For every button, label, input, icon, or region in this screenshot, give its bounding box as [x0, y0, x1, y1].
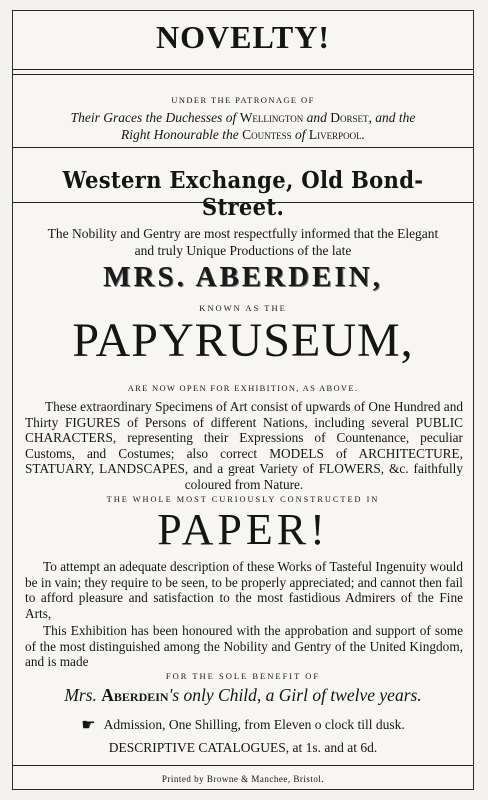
- material-heading: PAPER!: [157, 505, 329, 554]
- rule-top-1: [13, 69, 473, 70]
- rule-top-2: [13, 74, 473, 75]
- artist-name: MRS. ABERDEIN,: [103, 261, 383, 293]
- description-paragraph: These extraordinary Specimens of Art consist of upwards of One Hundred and Thirty FIGURES of Persons of different Nations, including several PUBLIC CHARACTERS, representing their Expressions of Countenance, peculiar Customs, and Costumes; also correct MODELS of ARCHITECTURE, STATUARY, LANDSCAPES, and a great Variety of FLOWERS, &c. faithfully coloured from Nature.: [25, 399, 463, 492]
- admission-line: ☛ Admission, One Shilling, from Eleven o clock till dusk.: [81, 717, 405, 734]
- constructed-label: THE WHOLE MOST CURIOUSLY CONSTRUCTED IN: [106, 495, 380, 504]
- exhibit-name: PAPYRUSEUM,: [72, 314, 414, 367]
- patronage-text: Their Graces the Duchesses of Wellington and Dorset, and the Right Honourable the Countess of Liverpool.: [70, 110, 416, 142]
- intro-text: The Nobility and Gentry are most respectfully informed that the Elegant and truly Unique Productions of the late: [47, 226, 439, 258]
- rule-venue-top: [13, 147, 473, 148]
- child-line: Mrs. Aberdein's only Child, a Girl of twelve years.: [64, 685, 422, 705]
- honoured-paragraph: This Exhibition has been honoured with the approbation and support of some of the most distinguished among the Nobility and Gentry of the United Kingdom, and is made: [25, 623, 463, 670]
- printer-imprint: Printed by Browne & Manchee, Bristol.: [161, 774, 325, 784]
- rule-bottom: [13, 765, 473, 766]
- rule-venue-bottom: [13, 202, 473, 203]
- catalogues-line: DESCRIPTIVE CATALOGUES, at 1s. and at 6d.: [108, 740, 378, 755]
- patronage-heading: UNDER THE PATRONAGE OF: [171, 95, 315, 105]
- benefit-label: FOR THE SOLE BENEFIT OF: [165, 671, 321, 681]
- now-open-label: ARE NOW OPEN FOR EXHIBITION, AS ABOVE.: [127, 383, 359, 393]
- known-as-label: KNOWN AS THE: [199, 303, 287, 313]
- pointing-hand-icon: ☛: [81, 717, 96, 734]
- poster-sheet: [12, 10, 474, 790]
- poster-title: NOVELTY!: [156, 19, 330, 55]
- attempt-paragraph: To attempt an adequate description of these Works of Tasteful Ingenuity would be in vain; they require to be seen, to be properly appreciated; and cannot then fail to afford pleasure and satisfaction to the most fastidious Admirers of the Fine Arts,: [25, 559, 463, 621]
- venue-heading: Western Exchange, Old Bond-Street.: [62, 167, 424, 221]
